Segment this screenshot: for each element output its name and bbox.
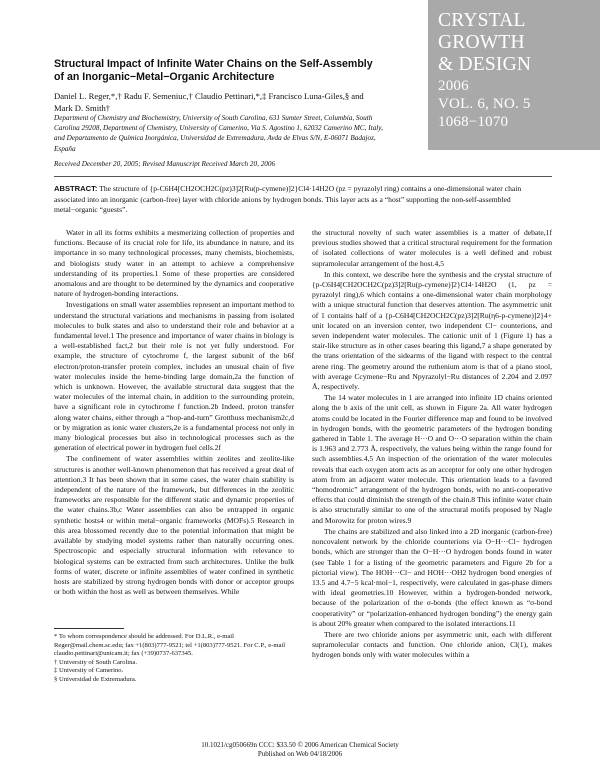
journal-name-line1: CRYSTAL [438, 10, 526, 31]
abstract-text: The structure of {p-C6H4[CH2OCH2C(pz)3]2[Ru(p-cymene)]2}Cl4·14H2O (pz = pyrazolyl ring) contains a one-dimensional water chain associated into an inorganic (carbon-free) layer with chloride anions by hydrogen bonds. This layer acts as a “host” supporting the non-self-assembled metal−organic “guests”. [54, 184, 522, 215]
doi-line: 10.1021/cg050669n CCC: $33.50 © 2006 American Chemical Society [201, 741, 399, 749]
paragraph: Water in all its forms exhibits a mesmerizing collection of properties and functions. Because of its crucial role for life, its abundance in nature, and its importance in so many technological processes, many chemists, biochemists, and biologists study water in an attempt to achieve a comprehensive understanding of its properties.1 Some of these properties are considered anomalous and are thought to be determined by the dynamics and cooperative nature of hydrogen-bonding interactions. [54, 228, 294, 299]
body-column-left [54, 228, 294, 598]
abstract [54, 184, 552, 216]
footnote-correspondence: * To whom correspondence should be addressed. For D.L.R., e-mail Reger@mail.chem.sc.edu; fax +1(803)777-9521; tel +1(803)777-9521. For C.P., e-mail claudio.pettinari@unicam.it; fax (+39)0737-637345. [54, 633, 286, 658]
journal-name-line2: GROWTH [438, 32, 525, 53]
footnote-rule [54, 628, 124, 629]
page-footer [0, 741, 600, 759]
body-column-right [312, 228, 552, 662]
paragraph: Investigations on small water assemblies represent an important method to understand the structural variations and mechanisms in passing from isolated molecules to bulk states and also to understand their role and behavior at a fundamental level.1 The presence and importance of water chains in biology is a well-established fact,2 but their role is not yet fully understood. For example, the structure of cytochrome f, the largest subunit of the b6f electron/proton-transfer protein complex, includes an unusual chain of five water molecules inside the heme-binding large domain,2a the function of which is unknown. However, the available structural data suggest that the water molecules of the internal chain, in addition to the surrounding protein, have a significant role in cytochrome f function.2b Indeed, proton transfer along water chains, either through a “hop-and-turn” Grotthuss mechanism2c,d or by migration as ionic water clusters,2e is a fundamental process not only in many biological processes but also in technological processes such as the generation of electrical power in hydrogen fuel cells.2f [54, 300, 294, 453]
journal-volume: VOL. 6, NO. 5 [438, 96, 531, 112]
paragraph: The 14 water molecules in 1 are arranged into infinite 1D chains oriented along the b axis of the unit cell, as shown in Figure 2a. All water hydrogen atoms could be located in the Fourier difference map and found to be involved in hydrogen bonds, with the geometric parameters of the hydrogen bonding gathered in Table 1. The average H···O and O···O separation within the chain is 1.963 and 2.773 Å, respectively, the values being within the range found for such assemblies.4,5 An inspection of the orientation of the water molecules reveals that each oxygen atom acts as an acceptor for only one other hydrogen atom from an adjacent water molecule. This orientation leads to a favored “homodromic” arrangement of the hydrogen bonds, with no anti-cooperative effects that could diminish the strength of the chain.8 This infinite water chain is also structurally similar to one of the structural motifs proposed by Nagle and Morowitz for proton wires.9 [312, 393, 552, 525]
author-list: Daniel L. Reger,*,† Radu F. Semeniuc,† Claudio Pettinari,*,‡ Francisco Luna-Giles,§ and Mark D. Smith† [54, 91, 364, 113]
abstract-label: ABSTRACT: [54, 184, 98, 193]
paragraph: There are two chloride anions per asymmetric unit, each with different supramolecular contacts and function. One chloride anion, Cl(1), makes hydrogen bonds only with water molecules within a [312, 629, 552, 660]
received-dates: Received December 20, 2005; Revised Manuscript Received March 20, 2006 [54, 160, 276, 168]
paragraph: In this context, we describe here the synthesis and the crystal structure of {p-C6H4[CH2OCH2C(pz)3]2[Ru(p-cymene)]2}Cl4·14H2O (1, pz = pyrazolyl ring),6 which contains a one-dimensional water chain morphology with a unique structural function that deserves attention. The asymmetric unit of 1 contains half of a {p-C6H4[CH2OCH2C(pz)3]2[Ru(η6-p-cymene)]2}4+ unit located on an inversion center, two independent Cl− counterions, and seven independent water molecules. The cationic unit of 1 (Figure 1) has a stair-like structure as in other cases bearing this ligand,7 a shape generated by the trans orientation of the sidearms of the ligand with respect to the central arene ring. The geometry around the ruthenium atom is that of a piano stool, with average Ccymene−Ru and Npyrazolyl−Ru distances of 2.204 and 2.097 Å, respectively. [312, 269, 552, 392]
footnote-affiliation: § Universidad de Extremadura. [54, 675, 137, 683]
affiliations: Department of Chemistry and Biochemistry, University of South Carolina, 631 Sumter Street, Columbia, South Carolina 29208, Department of Chemistry, University of Camerino, Via S. Agostino 1, 62032 Camerino MC, Italy, and Departamento de Química Inorgánica, Universidad de Extremadura, Avda de Elvas S/N, E-06071 Badajoz, España [54, 114, 383, 153]
footnotes [54, 633, 298, 685]
journal-year: 2006 [438, 78, 469, 94]
paragraph: The confinement of water assemblies within zeolites and zeolite-like structures is another well-known phenomenon that has received a great deal of attention.3 It has been shown that in some cases, the water chain stability is independent of the nature of the framework, but differences in the zeolitic frameworks are responsible for the different static and dynamic properties of the water chains.3b,c Water assemblies can also be entrapped in organic synthetic hosts4 or within metal−organic frameworks (MOFs).5 Research in this area blossomed recently due to the potential information that might be available by studying model systems rather than naturally occurring ones. Spectroscopic and especially structural information with relevance to biological systems can be extracted from such architectures. Unlike the bulk forms of water, discrete or infinite assemblies of water confined in synthetic hosts are stabilized by strong hydrogen bonds with donor or acceptor groups or both within the host as well as between themselves. While [54, 454, 294, 597]
paragraph: The chains are stabilized and also linked into a 2D inorganic (carbon-free) noncovalent network by the chloride counterions via O−H···Cl− hydrogen bonds, which are stronger than the O−H···O hydrogen bonds found in water (see Table 1 for a listing of the geometric parameters and Figure 2b for a pictorial view). The HOH···Cl− and HOH···OH2 hydrogen bond energies of 13.5 and 4.7−5 kcal·mol−1, respectively, were calculated in gas-phase dimers with ideal geometries.10 However, within a hydrogen-bonded network, because of the polarization of the σ-bonds (the effect known as “σ-bond cooperativity” or “polarization-enhanced hydrogen bonding”) the energy gain is about 20% greater when compared to the isolated interactions.11 [312, 526, 552, 628]
paragraph: the structural novelty of such water assemblies is a matter of debate,1f previous studies showed that a critical structural requirement for the formation of isolated collections of water molecules is a well defined and robust supramolecular arrangement of the host.4,5 [312, 228, 552, 268]
footnote-affiliation: ‡ University of Camerino. [54, 667, 124, 675]
footnote-affiliation: † University of South Carolina. [54, 658, 137, 666]
journal-banner [428, 0, 600, 150]
header-rule [54, 176, 552, 177]
publication-date: Published on Web 04/18/2006 [257, 750, 343, 758]
journal-name-line3: & DESIGN [438, 54, 532, 75]
article-title: Structural Impact of Infinite Water Chains on the Self-Assembly of an Inorganic−Metal−Organic Architecture [54, 58, 373, 83]
journal-pages: 1068−1070 [438, 114, 509, 130]
